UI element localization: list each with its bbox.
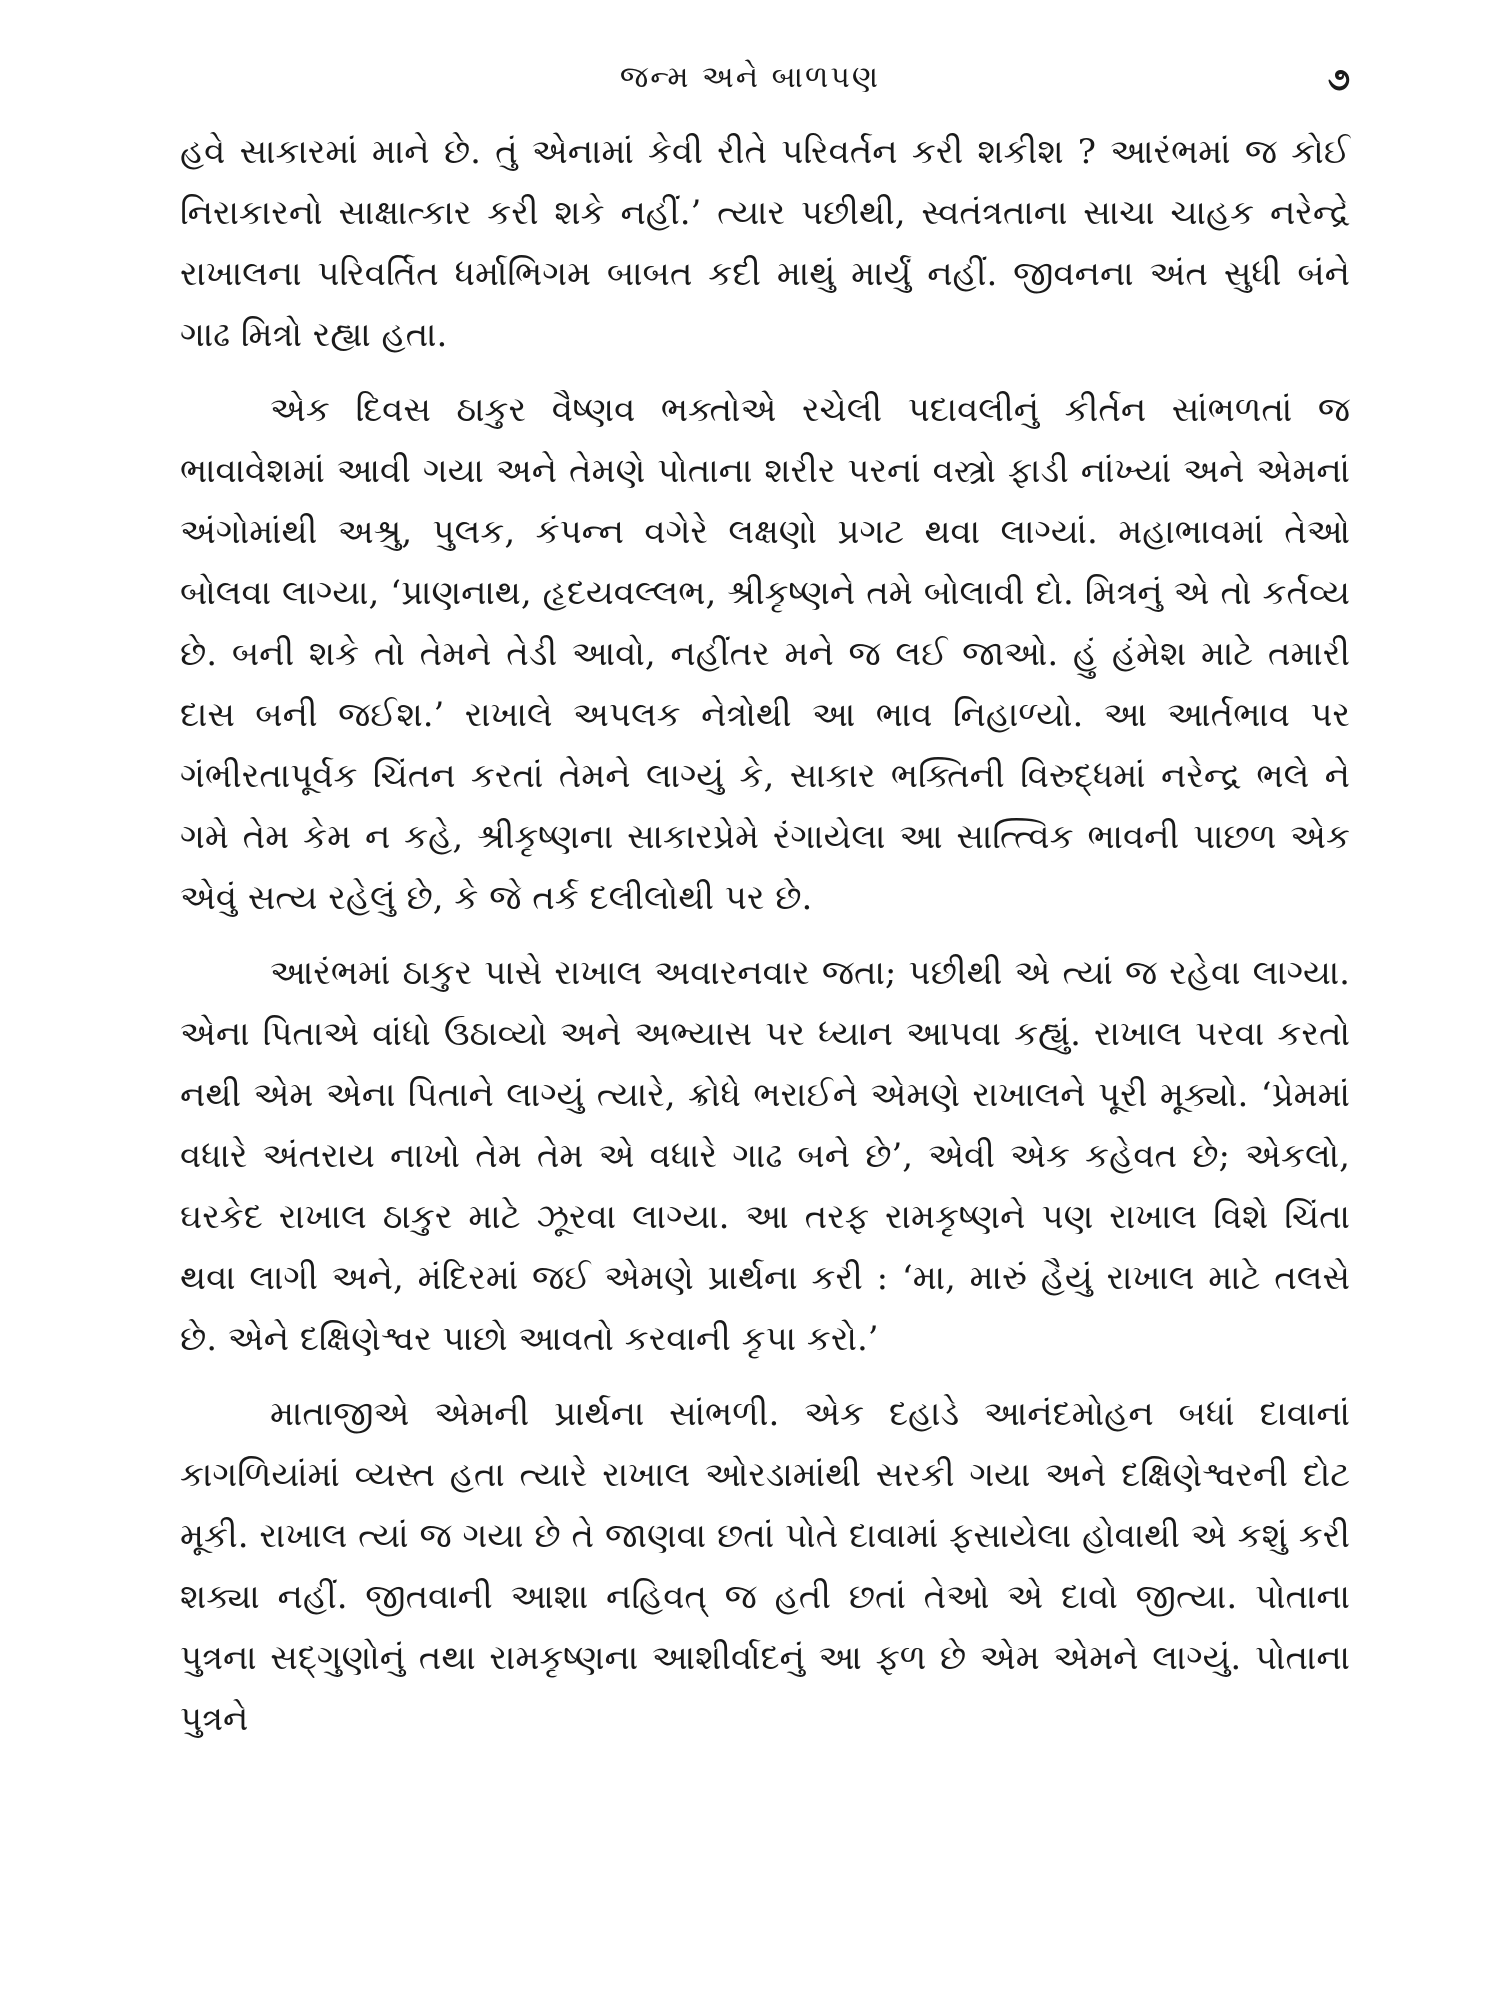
page-number: ૭ <box>1327 60 1350 98</box>
paragraph: માતાજીએ એમની પ્રાર્થના સાંભળી. એક દહાડે આનંદમોહન બધાં દાવાનાં કાગળિયાંમાં વ્યસ્ત હતા ત્યારે રાખાલ ઓરડામાંથી સરકી ગયા અને દક્ષિણેશ્વરની દોટ મૂકી. રાખાલ ત્યાં જ ગયા છે તે જાણવા છતાં પોતે દાવામાં ફસાયેલા હોવાથી એ કશું કરી શક્યા નહીં. જીતવાની આશા નહિવત્ જ હતી છતાં તેઓ એ દાવો જીત્યા. પોતાના પુત્રના સદ્‌ગુણોનું તથા રામકૃષ્ણના આશીર્વાદનું આ ફળ છે એમ એમને લાગ્યું. પોતાના પુત્રને <box>180 1394 1350 1739</box>
chapter-title: જન્મ અને બાળપણ <box>619 60 881 95</box>
running-header <box>0 60 1500 110</box>
paragraph: હવે સાકારમાં માને છે. તું એનામાં કેવી રીતે પરિવર્તન કરી શકીશ ? આરંભમાં જ કોઈ નિરાકારનો સાક્ષાત્કાર કરી શકે નહીં.’ ત્યાર પછીથી, સ્વતંત્રતાના સાચા ચાહક નરેન્દ્રે રાખાલના પરિવર્તિત ધર્માભિગમ બાબત કદી માથું માર્યું નહીં. જીવનના અંત સુધી બંને ગાઢ મિત્રો રહ્યા હતા. <box>180 132 1350 355</box>
paragraph: એક દિવસ ઠાકુર વૈષ્ણવ ભક્તોએ રચેલી પદાવલીનું કીર્તન સાંભળતાં જ ભાવાવેશમાં આવી ગયા અને તેમણે પોતાના શરીર પરનાં વસ્ત્રો ફાડી નાંખ્યાં અને એમનાં અંગોમાંથી અશ્રુ, પુલક, કંપન્ન વગેરે લક્ષણો પ્રગટ થવા લાગ્યાં. મહાભાવમાં તેઓ બોલવા લાગ્યા, ‘પ્રાણનાથ, હૃદયવલ્લભ, શ્રીકૃષ્ણને તમે બોલાવી દો. મિત્રનું એ તો કર્તવ્ય છે. બની શકે તો તેમને તેડી આવો, નહીંતર મને જ લઈ જાઓ. હું હંમેશ માટે તમારી દાસ બની જઈશ.’ રાખાલે અપલક નેત્રોથી આ ભાવ નિહાળ્યો. આ આર્તભાવ પર ગંભીરતાપૂર્વક ચિંતન કરતાં તેમને લાગ્યું કે, સાકાર ભક્તિની વિરુદ્ધમાં નરેન્દ્ર ભલે ને ગમે તેમ કેમ ન કહે, શ્રીકૃષ્ણના સાકારપ્રેમે રંગાયેલા આ સાત્ત્વિક ભાવની પાછળ એક એવું સત્ય રહેલું છે, કે જે તર્ક દલીલોથી પર છે. <box>180 390 1350 918</box>
body-text <box>180 122 1350 1764</box>
paragraph: આરંભમાં ઠાકુર પાસે રાખાલ અવારનવાર જતા; પછીથી એ ત્યાં જ રહેવા લાગ્યા. એના પિતાએ વાંધો ઉઠાવ્યો અને અભ્યાસ પર ધ્યાન આપવા કહ્યું. રાખાલ પરવા કરતો નથી એમ એના પિતાને લાગ્યું ત્યારે, ક્રોધે ભરાઈને એમણે રાખાલને પૂરી મૂક્યો. ‘પ્રેમમાં વધારે અંતરાય નાખો તેમ તેમ એ વધારે ગાઢ બને છે’, એવી એક કહેવત છે; એકલો, ઘરકેદ રાખાલ ઠાકુર માટે ઝૂરવા લાગ્યા. આ તરફ રામકૃષ્ણને પણ રાખાલ વિશે ચિંતા થવા લાગી અને, મંદિરમાં જઈ એમણે પ્રાર્થના કરી : ‘મા, મારું હૈયું રાખાલ માટે તલસે છે. એને દક્ષિણેશ્વર પાછો આવતો કરવાની કૃપા કરો.’ <box>180 953 1350 1359</box>
